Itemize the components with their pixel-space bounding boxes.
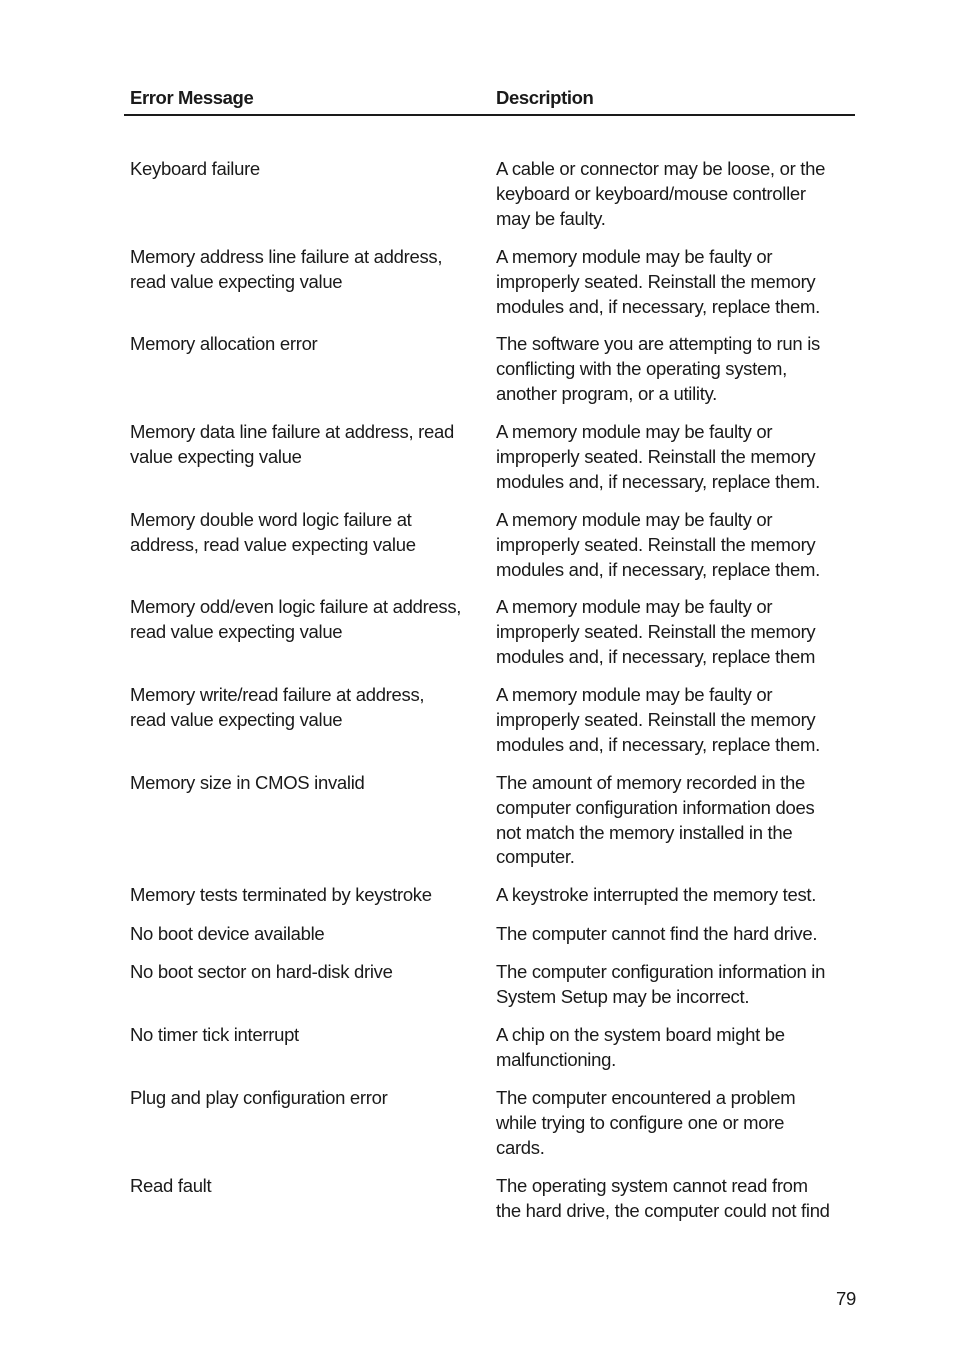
- error-message-cell: Memory size in CMOS invalid: [130, 772, 365, 793]
- error-message-cell: Memory double word logic failure at address, read value expecting value: [130, 509, 416, 555]
- column-header-description: Description: [496, 87, 594, 108]
- table-row: [124, 683, 855, 771]
- table-row: [124, 1086, 855, 1174]
- description-cell: A keystroke interrupted the memory test.: [496, 884, 817, 905]
- description-cell: A memory module may be faulty or improperly seated. Reinstall the memory modules and, if necessary, replace them: [496, 596, 816, 667]
- table-row: [124, 157, 855, 245]
- table-row: [124, 960, 855, 1023]
- description-cell: A memory module may be faulty or improperly seated. Reinstall the memory modules and, if necessary, replace them.: [496, 684, 820, 755]
- description-cell: The software you are attempting to run is conflicting with the operating system, another program, or a utility.: [496, 333, 820, 404]
- page-number: 79: [836, 1288, 856, 1309]
- description-cell: A memory module may be faulty or improperly seated. Reinstall the memory modules and, if necessary, replace them.: [496, 509, 820, 580]
- error-message-cell: Memory odd/even logic failure at address, read value expecting value: [130, 596, 462, 642]
- error-message-cell: Read fault: [130, 1175, 212, 1196]
- error-message-cell: Memory data line failure at address, read value expecting value: [130, 421, 454, 467]
- table-row: [124, 771, 855, 883]
- description-cell: A chip on the system board might be malfunctioning.: [496, 1024, 785, 1070]
- error-message-cell: Memory address line failure at address, read value expecting value: [130, 246, 443, 292]
- description-cell: A cable or connector may be loose, or the keyboard or keyboard/mouse controller may be faulty.: [496, 158, 826, 229]
- error-message-cell: Memory tests terminated by keystroke: [130, 884, 432, 905]
- error-message-cell: Memory write/read failure at address, read value expecting value: [130, 684, 425, 730]
- table-row: [124, 922, 855, 960]
- description-cell: The computer cannot find the hard drive.: [496, 923, 818, 944]
- description-cell: A memory module may be faulty or improperly seated. Reinstall the memory modules and, if necessary, replace them.: [496, 421, 820, 492]
- error-message-cell: Keyboard failure: [130, 158, 260, 179]
- error-message-cell: Memory allocation error: [130, 333, 318, 354]
- description-cell: The computer configuration information in System Setup may be incorrect.: [496, 961, 826, 1007]
- table-row: [124, 245, 855, 332]
- table-row: [124, 420, 855, 508]
- error-message-cell: Plug and play configuration error: [130, 1087, 388, 1108]
- description-cell: The computer encountered a problem while trying to configure one or more cards.: [496, 1087, 796, 1158]
- error-message-cell: No timer tick interrupt: [130, 1024, 299, 1045]
- table-row: [124, 595, 855, 683]
- error-message-cell: No boot sector on hard-disk drive: [130, 961, 393, 982]
- table-row: [124, 1174, 855, 1242]
- description-cell: A memory module may be faulty or improperly seated. Reinstall the memory modules and, if necessary, replace them.: [496, 246, 820, 317]
- error-message-table: [124, 84, 855, 1221]
- description-cell: The operating system cannot read from the hard drive, the computer could not find: [496, 1175, 830, 1221]
- description-cell: The amount of memory recorded in the computer configuration information does not match the memory installed in the computer.: [496, 772, 815, 868]
- table-row: [124, 1023, 855, 1086]
- column-header-error-message: Error Message: [130, 87, 254, 108]
- table-row: [124, 883, 855, 922]
- table-row: [124, 332, 855, 420]
- table-row: [124, 508, 855, 595]
- table-header-row: [124, 84, 855, 116]
- error-message-cell: No boot device available: [130, 923, 325, 944]
